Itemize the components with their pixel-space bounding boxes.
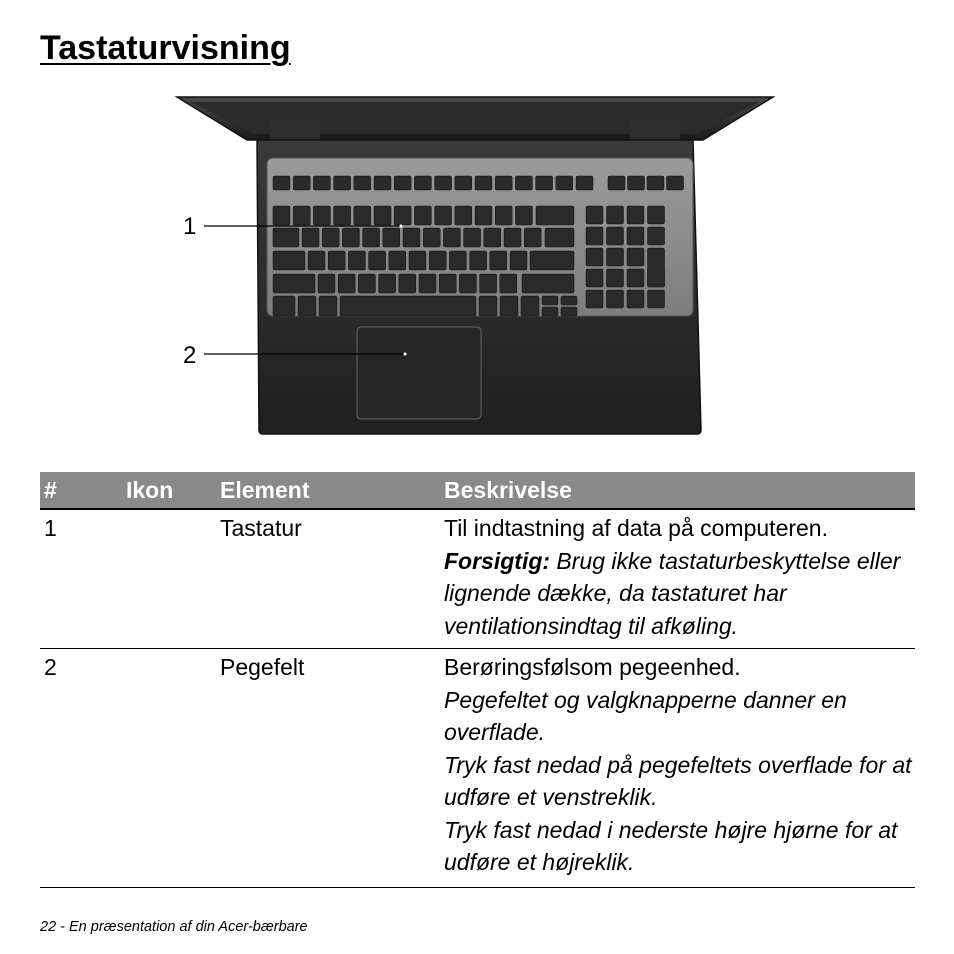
keyboard-key	[475, 176, 492, 190]
keyboard-key	[313, 176, 330, 190]
keyboard-key	[470, 251, 487, 270]
keyboard-key	[342, 228, 359, 247]
keyboard-key	[627, 206, 644, 224]
row-icon	[126, 509, 216, 649]
keyboard-key	[273, 251, 305, 270]
keyboard-key	[536, 206, 574, 225]
keyboard-key	[607, 269, 624, 287]
keyboard-key	[475, 206, 492, 225]
keyboard-key	[394, 206, 411, 225]
keyboard-key	[522, 274, 574, 293]
keyboard-key	[561, 296, 577, 305]
keyboard-key	[443, 228, 460, 247]
description-main: Berøringsfølsom pegeenhed.	[444, 654, 741, 680]
keyboard-key	[439, 274, 456, 293]
keyboard-key	[273, 274, 315, 293]
keyboard-key	[484, 228, 501, 247]
keyboard-key	[608, 176, 625, 190]
callout-label-2: 2	[183, 342, 197, 369]
keyboard-key	[302, 228, 319, 247]
keyboard-key	[607, 206, 624, 224]
row-description	[440, 509, 915, 649]
keyboard-key	[515, 176, 532, 190]
keyboard-key	[504, 228, 521, 247]
keyboard-key	[627, 248, 644, 266]
keyboard-key	[495, 206, 512, 225]
keyboard-key	[358, 274, 375, 293]
keyboard-key	[273, 228, 299, 247]
keyboard-key	[338, 274, 355, 293]
keyboard-key	[490, 251, 507, 270]
keyboard-key	[542, 307, 558, 316]
description-note: Pegefeltet og valgknapperne danner en overflade.	[444, 686, 847, 745]
keyboard-key	[607, 248, 624, 266]
callout-label-1: 1	[183, 213, 197, 240]
laptop-keyboard-illustration	[150, 90, 800, 440]
header-description: Beskrivelse	[440, 472, 915, 509]
keyboard-key	[628, 176, 645, 190]
header-icon: Ikon	[126, 472, 216, 509]
keyboard-key	[293, 176, 310, 190]
keyboard-key	[319, 296, 337, 316]
caution-label: Forsigtig:	[444, 547, 551, 574]
keyboard-key	[293, 206, 310, 225]
keyboard	[267, 158, 693, 316]
keyboard-key	[500, 296, 518, 316]
description-main: Til indtastning af data på computeren.	[444, 515, 828, 541]
keyboard-key	[586, 227, 603, 245]
keyboard-key	[524, 228, 541, 247]
keyboard-key	[648, 248, 665, 287]
keyboard-key	[374, 206, 391, 225]
keyboard-key	[627, 227, 644, 245]
keyboard-key	[545, 228, 574, 247]
laptop-top-view	[150, 90, 800, 440]
keyboard-key	[627, 269, 644, 287]
keyboard-key	[334, 206, 351, 225]
keyboard-key	[419, 274, 436, 293]
keyboard-key	[273, 296, 295, 316]
keyboard-key	[455, 176, 472, 190]
keyboard-key	[586, 206, 603, 224]
keyboard-key	[480, 274, 497, 293]
keyboard-key	[369, 251, 386, 270]
keyboard-key	[536, 176, 553, 190]
row-element: Pegefelt	[216, 649, 440, 888]
keyboard-key	[500, 274, 517, 293]
keyboard-key	[389, 251, 406, 270]
keyboard-key	[586, 269, 603, 287]
keyboard-key	[515, 206, 532, 225]
row-icon	[126, 649, 216, 888]
caution-text: Brug ikke tastaturbeskyttelse eller lignende dække, da tastaturet har ventilationsindtag til afkøling.	[444, 547, 901, 639]
keyboard-key	[576, 176, 593, 190]
keyboard-key	[308, 251, 325, 270]
keyboard-key	[354, 206, 371, 225]
keyboard-key	[459, 274, 476, 293]
keyboard-key	[586, 290, 603, 308]
component-table	[40, 472, 915, 888]
keyboard-key	[403, 228, 420, 247]
keyboard-key	[607, 290, 624, 308]
caution-note	[444, 545, 915, 643]
keyboard-key	[455, 206, 472, 225]
keyboard-key	[495, 176, 512, 190]
keyboard-key	[328, 251, 345, 270]
keyboard-key	[318, 274, 335, 293]
keyboard-key	[648, 227, 665, 245]
page-title: Tastaturvisning	[40, 29, 291, 67]
keyboard-key	[561, 307, 577, 316]
keyboard-key	[607, 227, 624, 245]
keyboard-key	[627, 290, 644, 308]
keyboard-key	[363, 228, 380, 247]
keyboard-key	[423, 228, 440, 247]
keyboard-key	[348, 251, 365, 270]
description-note: Tryk fast nedad på pegefeltets overflade for at udføre et venstreklik.	[444, 751, 912, 810]
keyboard-key	[322, 228, 339, 247]
keyboard-key	[313, 206, 330, 225]
keyboard-key	[414, 176, 431, 190]
table-row	[40, 649, 915, 888]
laptop-lid	[177, 97, 773, 140]
keyboard-key	[379, 274, 396, 293]
keyboard-key	[647, 176, 664, 190]
keyboard-key	[409, 251, 426, 270]
row-number: 2	[40, 649, 126, 888]
keyboard-key	[414, 206, 431, 225]
keyboard-key	[648, 290, 665, 308]
keyboard-key	[521, 296, 539, 316]
keyboard-key	[530, 251, 574, 270]
keyboard-key	[298, 296, 316, 316]
header-number: #	[40, 472, 126, 509]
keyboard-key	[542, 296, 558, 305]
row-number: 1	[40, 509, 126, 649]
table-header-row	[40, 472, 915, 509]
keyboard-key	[556, 176, 573, 190]
table-row	[40, 509, 915, 649]
touchpad	[357, 327, 481, 419]
header-element: Element	[216, 472, 440, 509]
keyboard-key	[667, 176, 684, 190]
keyboard-key	[399, 274, 416, 293]
keyboard-key	[464, 228, 481, 247]
keyboard-key	[648, 206, 665, 224]
keyboard-key	[354, 176, 371, 190]
keyboard-key	[449, 251, 466, 270]
keyboard-key	[586, 248, 603, 266]
keyboard-key	[340, 296, 476, 316]
keyboard-key	[510, 251, 527, 270]
keyboard-key	[374, 176, 391, 190]
keyboard-key	[429, 251, 446, 270]
row-description	[440, 649, 915, 888]
row-element: Tastatur	[216, 509, 440, 649]
keyboard-key	[435, 176, 452, 190]
keyboard-key	[273, 206, 290, 225]
keyboard-key	[394, 176, 411, 190]
description-note: Tryk fast nedad i nederste højre hjørne for at udføre et højreklik.	[444, 816, 898, 875]
keyboard-key	[435, 206, 452, 225]
keyboard-key	[334, 176, 351, 190]
keyboard-key	[383, 228, 400, 247]
keyboard-key	[479, 296, 497, 316]
page-footer: 22 - En præsentation af din Acer-bærbare	[40, 919, 308, 935]
keyboard-key	[273, 176, 290, 190]
